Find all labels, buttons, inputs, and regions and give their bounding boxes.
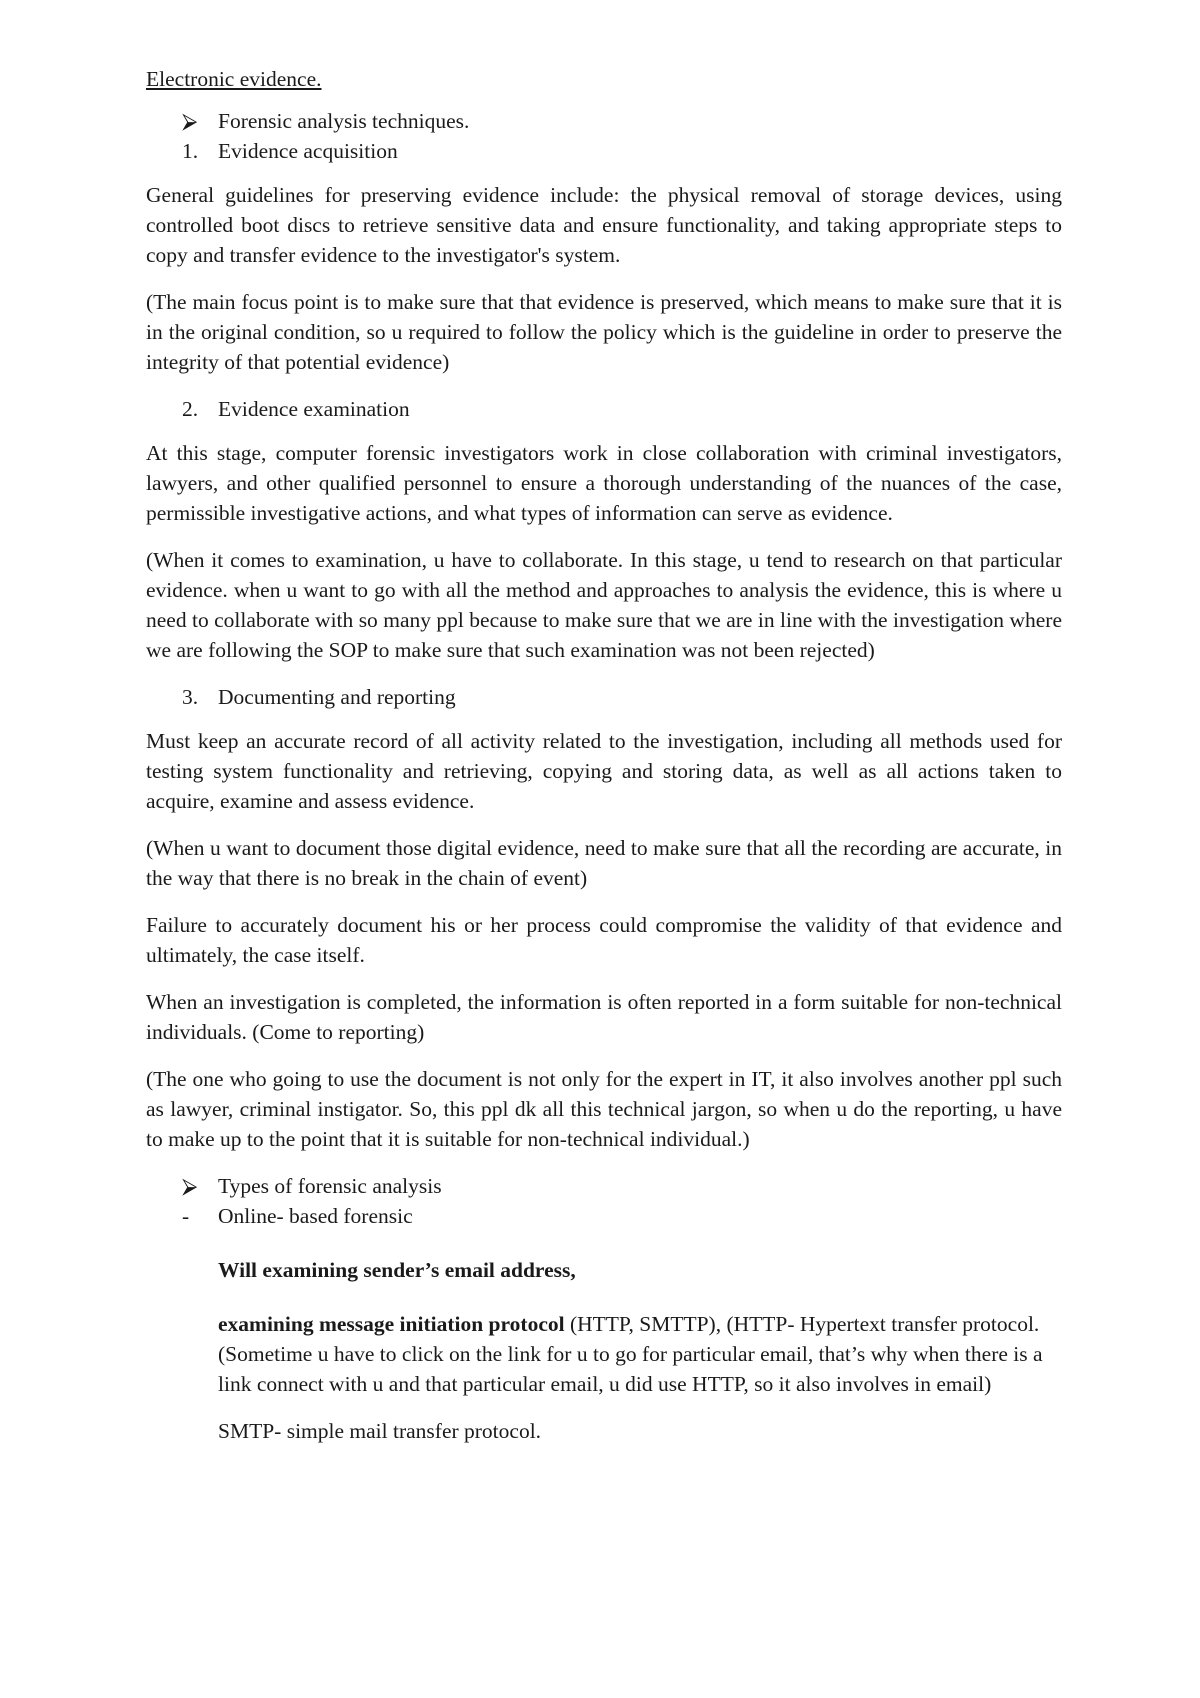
smtp-definition: SMTP- simple mail transfer protocol. [218,1419,542,1443]
paragraph-documenting-note: (When u want to document those digital evidence, need to make sure that all the recording are accurate, in the way that there is no break in the chain of event) [146,836,1062,890]
paragraph-acquisition-note: (The main focus point is to make sure that that evidence is preserved, which means to make sure that it is in the original condition, so u required to follow the policy which is the guideline in order to preserve the integrity of that potential evidence) [146,290,1062,374]
arrow-bullet-icon: ⮚ [182,109,198,133]
protocol-bold-phrase: examining message initiation protocol [218,1312,565,1336]
list-number: 1. [182,139,199,163]
paragraph-reporting-note: (The one who going to use the document is not only for the expert in IT, it also involves another ppl such as lawyer, criminal instigator. So, this ppl dk all this technical jargon, so when u do the reporting, u have to make up to the point that it is suitable for non-technical individual.) [146,1067,1062,1151]
document-page [146,64,1062,1463]
dash-item-text: Online- based forensic [218,1204,413,1228]
numbered-item-label: Evidence examination [218,397,410,421]
online-bold-line: Will examining sender’s email address, [218,1258,576,1282]
list-number: 3. [182,685,199,709]
online-protocol-paragraph [218,1309,1062,1399]
dash-item-online-forensic [146,1201,1062,1231]
paragraph-examination-stage: At this stage, computer forensic investigators work in close collaboration with criminal investigators, lawyers, and other qualified personnel to ensure a thorough understanding of the nuances of the case, permissible investigative actions, and what types of information can serve as evidence. [146,441,1062,525]
numbered-item-2 [146,394,1062,424]
numbered-item-3 [146,682,1062,712]
bullet-text: Forensic analysis techniques. [218,109,470,133]
dash-bullet: - [182,1204,190,1228]
bullet-item-forensic-techniques [146,106,1062,136]
paragraph-acquisition-guidelines: General guidelines for preserving evidence include: the physical removal of storage devices, using controlled boot discs to retrieve sensitive data and ensure functionality, and taking appropriate steps to copy and transfer evidence to the investigator's system. [146,183,1062,267]
document-title: Electronic evidence. [146,67,322,91]
paragraph-reporting: When an investigation is completed, the information is often reported in a form suitable for non-technical individuals. (Come to reporting) [146,990,1062,1044]
arrow-bullet-icon: ⮚ [182,1174,198,1198]
numbered-item-label: Evidence acquisition [218,139,398,163]
paragraph-examination-note: (When it comes to examination, u have to collaborate. In this stage, u tend to research on that particular evidence. when u want to go with all the method and approaches to analysis the evidence, this is where u need to collaborate with so many ppl because to make sure that we are in line with the investigation where we are following the SOP to make sure that such examination was not been rejected) [146,548,1062,662]
numbered-item-1 [146,136,1062,166]
protocol-rest-text: (HTTP, SMTTP), (HTTP- Hypertext transfer protocol. (Sometime u have to click on the link for u to go for particular email, that’s why when there is a link connect with u and that particular email, u did use HTTP, so it also involves in email) [218,1312,1043,1396]
paragraph-documenting-record: Must keep an accurate record of all activity related to the investigation, including all methods used for testing system functionality and retrieving, copying and storing data, as well as all actions taken to acquire, examine and assess evidence. [146,729,1062,813]
numbered-item-label: Documenting and reporting [218,685,456,709]
bullet-item-types-of-analysis [146,1171,1062,1201]
list-number: 2. [182,397,199,421]
paragraph-documenting-failure: Failure to accurately document his or her process could compromise the validity of that evidence and ultimately, the case itself. [146,913,1062,967]
bullet-text: Types of forensic analysis [218,1174,442,1198]
